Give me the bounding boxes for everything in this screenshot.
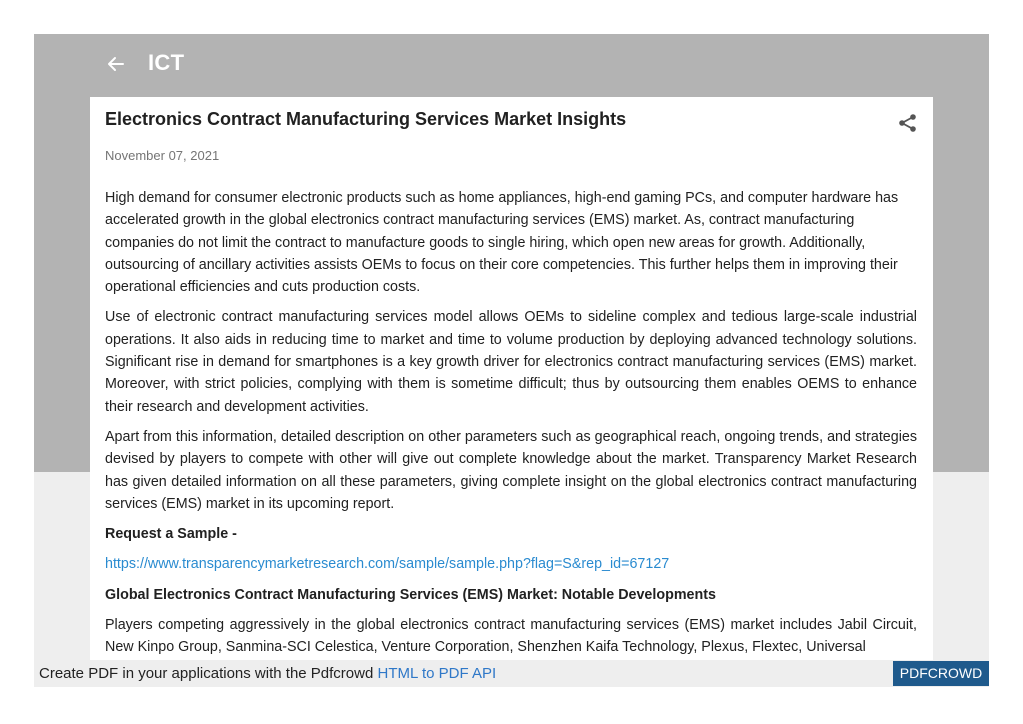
share-icon[interactable] (898, 113, 918, 133)
pdf-footer-label: Create PDF in your applications with the Pdfcrowd (39, 665, 378, 682)
pdf-footer-bar (34, 660, 989, 687)
pdfcrowd-badge[interactable]: PDFCROWD (893, 661, 989, 686)
paragraph-intro: High demand for consumer electronic products such as home appliances, high-end gaming PCs, and computer hardware has accelerated growth in the global electronics contract manufacturing services (EMS) market. As, contract manufacturing companies do not limit the contract to manufacture goods to single hiring, which open new areas for growth. Additionally, outsourcing of ancillary activities assists OEMs to focus on their core competencies. This further helps them in improving their operational efficiencies and cuts production costs. (105, 190, 899, 296)
post-card (90, 97, 933, 662)
post-date: November 07, 2021 (105, 148, 220, 163)
blog-title[interactable]: ICT (148, 50, 185, 75)
paragraph-parameters: Apart from this information, detailed description on other parameters such as geographical reach, ongoing trends, and strategies devised by players to compete with other will give out complete knowledge about the market. Transparency Market Research has given detailed information on all these parameters, giving complete insight on the global electronics contract manufacturing services (EMS) market in its upcoming report. (105, 428, 917, 512)
sample-link[interactable]: https://www.transparencymarketresearch.com/sample/sample.php?flag=S&rep_id=67127 (105, 556, 670, 573)
sample-heading: Request a Sample - (105, 526, 237, 543)
pdf-footer-text (39, 665, 496, 682)
arrow-left-icon[interactable] (106, 54, 126, 74)
developments-heading: Global Electronics Contract Manufacturing Services (EMS) Market: Notable Developments (105, 586, 716, 603)
post-title: Electronics Contract Manufacturing Services Market Insights (105, 109, 627, 129)
pdf-api-link[interactable]: HTML to PDF API (377, 665, 497, 682)
page-frame (34, 34, 989, 662)
paragraph-model: Use of electronic contract manufacturing services model allows OEMs to sideline complex and tedious large-scale industrial operations. It also aids in reducing time to market and time to volume production by deploying advanced technology solutions. Significant rise in demand for smartphones is a key growth driver for electronics contract manufacturing services (EMS) market. Moreover, with strict policies, complying with them is sometime difficult; thus by outsourcing them enables OEMS to enhance their research and development activities. (105, 309, 917, 415)
post-body (105, 187, 917, 662)
paragraph-players: Players competing aggressively in the global electronics contract manufacturing services (EMS) market includes Jabil Circuit, New Kinpo Group, Sanmina-SCI Celestica, Venture Corporation, Shenzhen Kaifa Technology, Plexus, Flextec, Universal (105, 617, 917, 656)
